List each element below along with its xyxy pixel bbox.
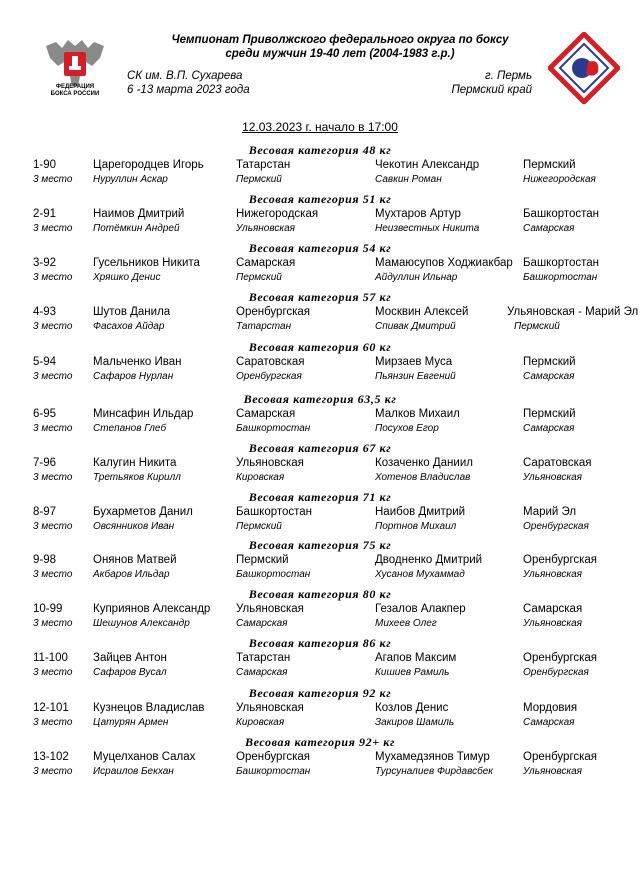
third-place-label: 3 место — [33, 569, 73, 580]
weight-category-title: Весовая категория 75 кг — [248, 538, 392, 552]
third-place-region-a: Татарстан — [236, 321, 292, 332]
third-place-region-a: Башкортостан — [236, 423, 311, 434]
third-place-boxer-a: Шешунов Александр — [93, 618, 190, 629]
blue-corner-boxer: Чекотин Александр — [375, 159, 480, 171]
third-place-row — [0, 765, 640, 779]
third-place-boxer-b: Айдуллин Ильнар — [375, 272, 458, 283]
third-place-row — [0, 370, 640, 384]
third-place-boxer-b: Закиров Шамиль — [375, 717, 455, 728]
location-info — [451, 69, 532, 97]
bout-number: 13-102 — [33, 751, 69, 763]
red-corner-boxer: Муцелханов Салах — [93, 751, 196, 763]
red-corner-boxer: Бухарметов Данил — [93, 506, 193, 518]
third-place-boxer-b: Хотенов Владислав — [375, 472, 471, 483]
third-place-label: 3 место — [33, 174, 73, 185]
weight-category-title: Весовая категория 51 кг — [248, 192, 392, 206]
red-corner-region: Башкортостан — [236, 506, 313, 518]
third-place-region-b: Оренбургская — [523, 521, 589, 532]
blue-corner-region: Пермский — [523, 356, 576, 368]
weight-category-title: Весовая категория 92+ кг — [245, 735, 395, 749]
weight-category-title: Весовая категория 86 кг — [248, 636, 392, 650]
bout-row — [0, 256, 640, 270]
blue-corner-region: Самарская — [523, 603, 583, 615]
weight-category-block — [0, 241, 640, 289]
third-place-boxer-a: Овсянников Иван — [93, 521, 175, 532]
weight-category-title: Весовая категория 63,5 кг — [243, 392, 397, 406]
third-place-label: 3 место — [33, 423, 73, 434]
bout-number: 5-94 — [33, 356, 57, 368]
venue-name: СК им. В.П. Сухарева — [127, 70, 243, 82]
third-place-row — [0, 617, 640, 631]
bout-number: 7-96 — [33, 457, 57, 469]
third-place-row — [0, 422, 640, 436]
weight-category-title: Весовая категория 67 кг — [248, 441, 392, 455]
third-place-boxer-a: Степанов Глеб — [93, 423, 167, 434]
blue-corner-boxer: Агапов Максим — [375, 652, 457, 664]
third-place-boxer-b: Турсуналиев Фирдавсбек — [375, 766, 494, 777]
third-place-boxer-a: Потёмкин Андрей — [93, 223, 180, 234]
third-place-boxer-b: Неизвестных Никита — [375, 223, 480, 234]
red-corner-region: Самарская — [236, 257, 296, 269]
red-corner-boxer: Зайцев Антон — [93, 652, 167, 664]
third-place-region-b: Ульяновская — [523, 618, 582, 629]
boxing-emblem-icon — [548, 32, 620, 104]
red-corner-boxer: Онянов Матвей — [93, 554, 177, 566]
red-corner-region: Пермский — [236, 554, 289, 566]
title-line1: Чемпионат Приволжского федерального округа по боксу — [171, 34, 509, 46]
bout-row — [0, 158, 640, 172]
third-place-region-b: Самарская — [523, 371, 575, 382]
third-place-label: 3 место — [33, 667, 73, 678]
red-corner-region: Оренбургская — [236, 306, 311, 318]
weight-category-block — [0, 538, 640, 586]
third-place-region-b: Ульяновская — [523, 472, 582, 483]
bout-row — [0, 750, 640, 764]
city-name: г. Пермь — [485, 70, 532, 82]
weight-category-block — [0, 636, 640, 684]
blue-corner-boxer: Москвин Алексей — [375, 306, 469, 318]
red-corner-region: Оренбургская — [236, 751, 311, 763]
red-corner-boxer: Мальченко Иван — [93, 356, 182, 368]
bout-row — [0, 553, 640, 567]
blue-corner-boxer: Мухтаров Артур — [375, 208, 461, 220]
weight-category-block — [0, 192, 640, 240]
red-corner-region: Ульяновская — [236, 702, 304, 714]
weight-category-block — [0, 587, 640, 635]
third-place-boxer-a: Сафаров Вусал — [93, 667, 167, 678]
third-place-row — [0, 222, 640, 236]
blue-corner-region: Саратовская — [523, 457, 592, 469]
venue-info — [127, 69, 250, 97]
bout-number: 9-98 — [33, 554, 57, 566]
third-place-region-a: Оренбургская — [236, 371, 302, 382]
red-corner-boxer: Наимов Дмитрий — [93, 208, 185, 220]
blue-corner-region: Башкортостан — [523, 257, 600, 269]
third-place-region-b: Оренбургская — [523, 667, 589, 678]
third-place-region-a: Пермский — [236, 174, 282, 185]
third-place-boxer-a: Фасахов Айдар — [93, 321, 165, 332]
bout-number: 11-100 — [33, 652, 68, 664]
red-corner-region: Татарстан — [236, 652, 291, 664]
blue-corner-boxer: Козлов Денис — [375, 702, 449, 714]
third-place-region-a: Кировская — [236, 472, 285, 483]
blue-corner-region: Оренбургская — [523, 652, 598, 664]
blue-corner-boxer: Малков Михаил — [375, 408, 460, 420]
third-place-boxer-a: Сафаров Нурлан — [93, 371, 174, 382]
third-place-row — [0, 173, 640, 187]
third-place-label: 3 место — [33, 272, 73, 283]
red-corner-region: Татарстан — [236, 159, 291, 171]
weight-category-title: Весовая категория 57 кг — [248, 290, 392, 304]
third-place-region-a: Башкортостан — [236, 569, 311, 580]
red-corner-region: Ульяновская — [236, 603, 304, 615]
bout-number: 3-92 — [33, 257, 57, 269]
event-emblem-logo — [548, 32, 620, 104]
weight-category-block — [0, 686, 640, 734]
weight-category-title: Весовая категория 92 кг — [248, 686, 392, 700]
bout-row — [0, 701, 640, 715]
bout-row — [0, 207, 640, 221]
third-place-boxer-a: Цатурян Армен — [93, 717, 169, 728]
blue-corner-boxer: Мирзаев Муса — [375, 356, 453, 368]
red-corner-boxer: Минсафин Ильдар — [93, 408, 194, 420]
blue-corner-boxer: Дводненко Дмитрий — [375, 554, 483, 566]
third-place-boxer-b: Пьянзин Евгений — [375, 371, 456, 382]
weight-category-title: Весовая категория 60 кг — [248, 340, 392, 354]
third-place-region-a: Самарская — [236, 667, 288, 678]
bout-number: 8-97 — [33, 506, 57, 518]
blue-corner-region: Пермский — [523, 408, 576, 420]
red-corner-boxer: Шутов Данила — [93, 306, 171, 318]
logo-caption-line1: ФЕДЕРАЦИЯ — [55, 84, 95, 90]
red-corner-boxer: Царегородцев Игорь — [93, 159, 204, 171]
third-place-label: 3 место — [33, 766, 73, 777]
bout-row — [0, 651, 640, 665]
red-corner-region: Ульяновская — [236, 457, 304, 469]
third-place-row — [0, 471, 640, 485]
session-date: 12.03.2023 г. начало в 17:00 — [242, 120, 398, 134]
bout-row — [0, 305, 640, 319]
red-corner-region: Нижегородская — [236, 208, 319, 220]
third-place-label: 3 место — [33, 371, 73, 382]
weight-category-title: Весовая категория 80 кг — [248, 587, 392, 601]
third-place-label: 3 место — [33, 618, 73, 629]
bout-number: 12-101 — [33, 702, 69, 714]
weight-category-block — [0, 143, 640, 191]
third-place-boxer-b: Спивак Дмитрий — [375, 321, 456, 332]
blue-corner-boxer: Козаченко Даниил — [375, 457, 473, 469]
third-place-row — [0, 271, 640, 285]
logo-caption-line2: БОКСА РОССИИ — [50, 91, 100, 97]
blue-corner-region: Ульяновская - Марий Эл — [507, 306, 639, 318]
third-place-region-a: Пермский — [236, 272, 282, 283]
third-place-region-a: Ульяновская — [236, 223, 295, 234]
weight-category-block — [0, 441, 640, 489]
championship-title — [150, 33, 530, 61]
blue-corner-boxer: Мухамедзянов Тимур — [375, 751, 490, 763]
title-line2: среди мужчин 19-40 лет (2004-1983 г.р.) — [225, 48, 455, 60]
blue-corner-boxer: Гезалов Алакпер — [375, 603, 466, 615]
red-corner-region: Саратовская — [236, 356, 305, 368]
bout-row — [0, 602, 640, 616]
third-place-row — [0, 520, 640, 534]
weight-category-block — [0, 735, 640, 783]
third-place-row — [0, 666, 640, 680]
weight-category-title: Весовая категория 71 кг — [248, 490, 392, 504]
blue-corner-region: Башкортостан — [523, 208, 600, 220]
third-place-row — [0, 716, 640, 730]
blue-corner-boxer: Наибов Дмитрий — [375, 506, 466, 518]
third-place-region-a: Самарская — [236, 618, 288, 629]
third-place-region-b: Ульяновская — [523, 766, 582, 777]
third-place-boxer-a: Акбаров Ильдар — [93, 569, 170, 580]
bout-number: 2-91 — [33, 208, 57, 220]
blue-corner-region: Пермский — [523, 159, 576, 171]
third-place-row — [0, 320, 640, 334]
third-place-region-a: Кировская — [236, 717, 285, 728]
third-place-region-a: Пермский — [236, 521, 282, 532]
federation-logo-caption — [34, 84, 116, 98]
blue-corner-region: Марий Эл — [523, 506, 577, 518]
bout-number: 1-90 — [33, 159, 57, 171]
third-place-region-b: Самарская — [523, 717, 575, 728]
bout-row — [0, 456, 640, 470]
third-place-region-b: Нижегородская — [523, 174, 596, 185]
red-corner-boxer: Калугин Никита — [93, 457, 177, 469]
third-place-boxer-a: Исраилов Бекхан — [93, 766, 174, 777]
third-place-boxer-b: Хусанов Мухаммад — [375, 569, 465, 580]
bout-number: 6-95 — [33, 408, 57, 420]
third-place-boxer-b: Савкин Роман — [375, 174, 442, 185]
region-name: Пермский край — [451, 84, 532, 96]
third-place-boxer-a: Третьяков Кирилл — [93, 472, 181, 483]
weight-category-title: Весовая категория 54 кг — [248, 241, 392, 255]
bout-row — [0, 407, 640, 421]
third-place-region-a: Башкортостан — [236, 766, 311, 777]
third-place-boxer-b: Михеев Олег — [375, 618, 437, 629]
blue-corner-boxer: Мамаюсупов Ходжиакбар — [375, 257, 513, 269]
blue-corner-region: Мордовия — [523, 702, 578, 714]
red-corner-boxer: Гусельников Никита — [93, 257, 200, 269]
third-place-region-b: Башкортостан — [523, 272, 598, 283]
bout-number: 10-99 — [33, 603, 63, 615]
third-place-boxer-a: Нуруллин Аскар — [93, 174, 168, 185]
weight-category-block — [0, 290, 640, 338]
blue-corner-region: Оренбургская — [523, 751, 598, 763]
weight-category-block — [0, 490, 640, 538]
third-place-label: 3 место — [33, 223, 73, 234]
bout-row — [0, 505, 640, 519]
third-place-region-b: Ульяновская — [523, 569, 582, 580]
third-place-boxer-b: Кишиев Рамиль — [375, 667, 450, 678]
blue-corner-region: Оренбургская — [523, 554, 598, 566]
weight-category-title: Весовая категория 48 кг — [248, 143, 392, 157]
third-place-label: 3 место — [33, 472, 73, 483]
third-place-boxer-b: Посухов Егор — [375, 423, 439, 434]
third-place-region-b: Самарская — [523, 223, 575, 234]
red-corner-boxer: Куприянов Александр — [93, 603, 211, 615]
third-place-boxer-a: Хряшко Денис — [93, 272, 161, 283]
third-place-region-b: Самарская — [523, 423, 575, 434]
bout-number: 4-93 — [33, 306, 57, 318]
third-place-label: 3 место — [33, 321, 73, 332]
third-place-label: 3 место — [33, 521, 73, 532]
third-place-row — [0, 568, 640, 582]
third-place-label: 3 место — [33, 717, 73, 728]
red-corner-region: Самарская — [236, 408, 296, 420]
weight-category-block — [0, 340, 640, 388]
bout-row — [0, 355, 640, 369]
event-dates: 6 -13 марта 2023 года — [127, 84, 250, 96]
third-place-region-b: Пермский — [514, 321, 560, 332]
red-corner-boxer: Кузнецов Владислав — [93, 702, 205, 714]
weight-category-block — [0, 392, 640, 440]
third-place-boxer-b: Портнов Михаил — [375, 521, 457, 532]
